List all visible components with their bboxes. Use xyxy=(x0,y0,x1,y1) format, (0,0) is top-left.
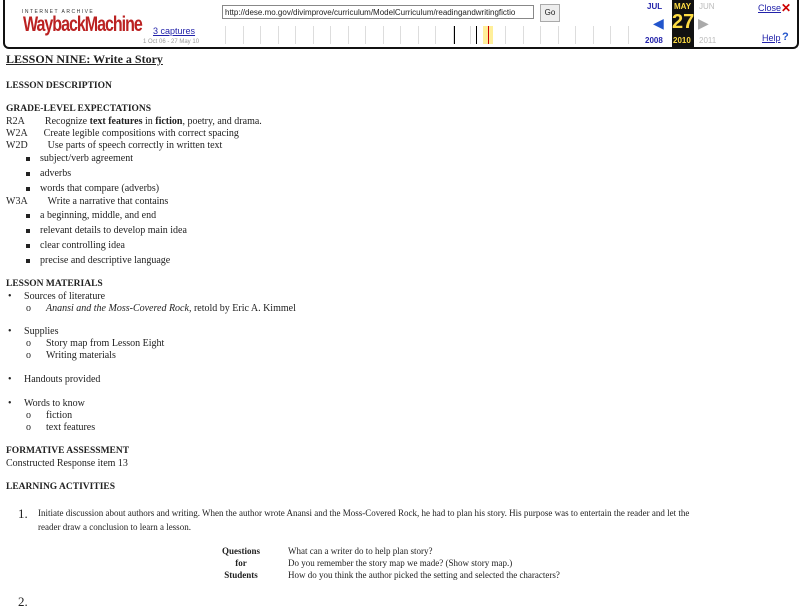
questions-label: Questions for Students xyxy=(221,546,260,580)
current-day: 27 xyxy=(672,11,695,33)
gle-code: W2A xyxy=(6,128,28,139)
timeline-month-tick xyxy=(243,26,244,44)
capture-mark[interactable] xyxy=(476,26,477,44)
list-item: o Writing materials xyxy=(26,350,116,361)
next-year: 2011 xyxy=(699,36,717,45)
activity-number: 2. xyxy=(18,594,28,609)
close-icon[interactable]: ✕ xyxy=(781,1,792,15)
timeline-month-tick xyxy=(558,26,559,44)
timeline-month-tick xyxy=(505,26,506,44)
question: Do you remember the story map we made? (Show story map.) xyxy=(288,558,513,568)
gle-text: text features xyxy=(89,116,143,127)
gle-code: R2A xyxy=(6,116,25,127)
current-year: 2010 xyxy=(673,36,691,45)
gle-w2d xyxy=(6,140,222,151)
materials-heading: LESSON MATERIALS xyxy=(6,279,103,289)
list-item: o text features xyxy=(26,422,96,433)
question: What can a writer do to help plan story? xyxy=(288,546,433,556)
formative-heading: FORMATIVE ASSESSMENT xyxy=(6,446,130,456)
timeline-month-tick xyxy=(365,26,366,44)
capture-mark[interactable] xyxy=(454,26,455,44)
captures-link[interactable]: 3 captures xyxy=(153,26,196,36)
timeline-month-tick xyxy=(330,26,331,44)
list-item: • Handouts provided xyxy=(8,374,101,385)
activities-heading: LEARNING ACTIVITIES xyxy=(6,482,116,492)
capture-timeline[interactable] xyxy=(217,24,637,46)
lesson-description-heading: LESSON DESCRIPTION xyxy=(6,81,112,91)
page-title: LESSON NINE: Write a Story xyxy=(6,52,163,66)
gle-text: Recognize xyxy=(44,116,90,127)
list-item: • Sources of literature xyxy=(8,291,106,302)
url-input[interactable]: http://dese.mo.gov/divimprove/curriculum/ModelCurriculum/readingandwritingfictio xyxy=(222,5,534,19)
list-item: • Words to know xyxy=(8,398,85,409)
activity-text: Initiate discussion about authors and writing. When the author wrote Anansi and the Moss-Covered Rock, he had to plan his story. His purpose was to entertain the reader and let the xyxy=(38,508,690,518)
timeline-month-tick xyxy=(610,26,611,44)
next-month: JUN xyxy=(699,2,715,11)
timeline-month-tick xyxy=(575,26,576,44)
timeline-month-tick xyxy=(225,26,226,44)
gle-w2a xyxy=(6,128,239,139)
list-item: o Anansi and the Moss-Covered Rock, retold by Eric A. Kimmel xyxy=(26,303,296,314)
timeline-month-tick xyxy=(540,26,541,44)
timeline-month-tick xyxy=(593,26,594,44)
gle-text: , poetry, and drama. xyxy=(182,116,262,127)
gle-text: Create legible compositions with correct spacing xyxy=(43,128,239,139)
gle-heading: GRADE-LEVEL EXPECTATIONS xyxy=(6,104,152,114)
timeline-month-tick xyxy=(278,26,279,44)
timeline-month-tick xyxy=(260,26,261,44)
gle-code: W3A xyxy=(6,196,28,207)
go-button[interactable]: Go xyxy=(540,4,560,22)
timeline-month-tick xyxy=(383,26,384,44)
gle-text: in xyxy=(142,116,156,127)
logo-top: INTERNET ARCHIVE xyxy=(22,9,95,15)
timeline-month-tick xyxy=(628,26,629,44)
activity-text: reader draw a conclusion to learn a lesson. xyxy=(38,522,191,532)
timeline-month-tick xyxy=(348,26,349,44)
gle-text: Use parts of speech correctly in written text xyxy=(47,140,223,151)
prev-month[interactable]: JUL xyxy=(647,2,663,11)
wayback-toolbar xyxy=(3,0,799,49)
timeline-month-tick xyxy=(313,26,314,44)
prev-year[interactable]: 2008 xyxy=(645,36,663,45)
gle-w3a xyxy=(6,196,168,207)
gle-text: fiction xyxy=(155,116,183,127)
wayback-logo[interactable]: WaybackMachine xyxy=(23,14,142,37)
timeline-month-tick xyxy=(400,26,401,44)
timeline-month-tick xyxy=(523,26,524,44)
list-item: precise and descriptive language xyxy=(26,255,170,266)
list-item: words that compare (adverbs) xyxy=(26,183,159,194)
current-month: MAY xyxy=(674,2,692,11)
gle-code: W2D xyxy=(6,140,28,151)
list-item: adverbs xyxy=(26,168,71,179)
gle-r2a xyxy=(6,116,262,127)
list-item: o Story map from Lesson Eight xyxy=(26,338,165,349)
capture-mark-current[interactable] xyxy=(488,26,489,44)
list-item: • Supplies xyxy=(8,326,59,337)
list-item: subject/verb agreement xyxy=(26,153,133,164)
prev-arrow-icon[interactable]: ◀ xyxy=(653,15,664,31)
list-item: a beginning, middle, and end xyxy=(26,210,156,221)
formative-text: Constructed Response item 13 xyxy=(6,458,128,469)
gle-text: Write a narrative that contains xyxy=(47,196,169,207)
next-arrow-icon: ▶ xyxy=(698,15,709,31)
activity-number: 1. xyxy=(18,506,28,521)
timeline-month-tick xyxy=(418,26,419,44)
timeline-month-tick xyxy=(435,26,436,44)
question: How do you think the author picked the setting and selected the characters? xyxy=(288,570,560,580)
list-item: clear controlling idea xyxy=(26,240,125,251)
list-item: relevant details to develop main idea xyxy=(26,225,187,236)
timeline-month-tick xyxy=(295,26,296,44)
capture-range: 1 Oct 06 - 27 May 10 xyxy=(143,39,200,45)
close-link[interactable]: Close xyxy=(758,3,782,13)
help-link[interactable]: Help xyxy=(762,33,781,43)
list-item: o fiction xyxy=(26,410,73,421)
help-icon[interactable]: ? xyxy=(782,31,789,43)
timeline-month-tick xyxy=(470,26,471,44)
